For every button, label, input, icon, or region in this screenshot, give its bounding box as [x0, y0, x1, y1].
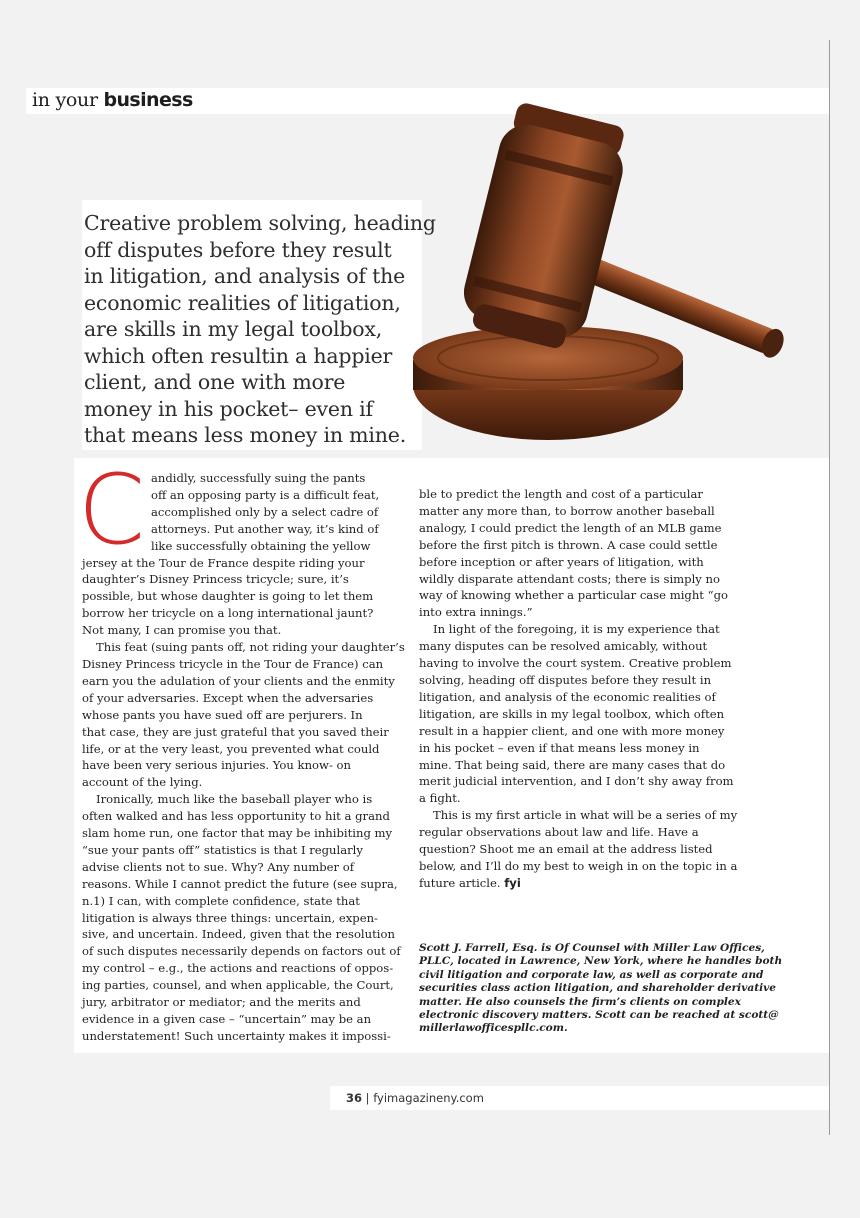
bio-line: securities class action litigation, and shareholder derivative [419, 982, 777, 995]
text-line: below, and I’ll do my best to weigh in on the topic in a [419, 858, 738, 873]
text-line: daughter’s Disney Princess tricycle; sure, it’s [82, 572, 349, 587]
text-line: jersey at the Tour de France despite riding your [82, 555, 365, 570]
text-line: ing parties, counsel, and when applicable, the Court, [82, 978, 394, 993]
text-line: question? Shoot me an email at the address listed [419, 842, 713, 857]
text-line: sive, and uncertain. Indeed, given that the resolution [82, 927, 395, 942]
text-line: life, or at the very least, you prevented what could [82, 741, 380, 756]
text-line: This feat (suing pants off, not riding your daughter’s [96, 640, 405, 655]
text-line: possible, but whose daughter is going to let them [82, 589, 374, 604]
bio-line: millerlawofficespllc.com. [419, 1022, 568, 1035]
text-line: Disney Princess tricycle in the Tour de France) can [82, 656, 384, 671]
bio-line: PLLC, located in Lawrence, New York, where he handles both [419, 955, 783, 968]
text-line: mine. That being said, there are many cases that do [419, 757, 726, 772]
text-line: into extra innings.” [419, 605, 533, 620]
bio-line: matter. He also counsels the firm’s clients on complex [419, 995, 741, 1008]
page-number: 36 [346, 1091, 363, 1105]
text-line: before the first pitch is thrown. A case could settle [419, 537, 718, 552]
text-line: solving, heading off disputes before they result in [419, 672, 712, 687]
text-line: regular observations about law and life. Have a [419, 825, 699, 840]
end-mark: fyi [504, 875, 521, 890]
text-line: In light of the foregoing, it is my experience that [433, 622, 720, 637]
drop-cap: C [78, 454, 146, 566]
text-line: a fight. [419, 791, 461, 806]
text-line: wildly disparate attendant costs; there is simply no [419, 571, 720, 586]
lead-line: attorneys. Put another way, it’s kind of [151, 521, 379, 536]
text-line: evidence in a given case – “uncertain” may be an [82, 1012, 372, 1026]
pull-quote-line: economic realities of litigation, [84, 290, 401, 315]
text-line: litigation is always three things: uncertain, expen- [82, 910, 378, 925]
lead-line: andidly, successfully suing the pants [151, 471, 366, 485]
lead-line: accomplished only by a select cadre of [151, 504, 379, 519]
text-line: of your adversaries. Except when the adversaries [82, 690, 374, 705]
pull-quote-line: Creative problem solving, heading [84, 211, 436, 235]
lead-line: like successfully obtaining the yellow [151, 538, 371, 553]
bio-line: electronic discovery matters. Scott can be reached at scott@ [419, 1009, 779, 1022]
text-line: before inception or after years of litigation, with [419, 554, 704, 569]
text-line: This is my first article in what will be a series of my [433, 808, 738, 823]
section-keyword: business [103, 89, 193, 111]
pull-quote-line: money in his pocket– even if [84, 396, 373, 421]
text-line: have been very serious injuries. You know- on [82, 758, 351, 773]
article-column-1 [82, 470, 405, 1045]
text-line: account of the lying. [82, 775, 203, 790]
text-line: whose pants you have sued off are perjurers. In [82, 707, 363, 722]
text-line: litigation, and analysis of the economic realities of [419, 689, 716, 704]
section-prefix: in your [32, 89, 104, 111]
text-line: “sue your pants off” statistics is that I regularly [82, 842, 363, 857]
page-footer [346, 1091, 484, 1105]
page-edge-line [829, 40, 830, 1135]
text-line: Not many, I can promise you that. [82, 623, 282, 638]
text-line: way of knowing whether a particular case might “go [419, 588, 728, 603]
article-column-2 [419, 486, 739, 892]
bio-line: Scott J. Farrell, Esq. is Of Counsel with Miller Law Offices, [419, 942, 765, 954]
text-line: my control – e.g., the actions and reactions of oppos- [82, 961, 394, 976]
text-line: result in a happier client, and one with more money [419, 723, 725, 738]
text-line: borrow her tricycle on a long international jaunt? [82, 606, 374, 621]
pull-quote-line: in litigation, and analysis of the [84, 264, 406, 288]
text-line: n.1) I can, with complete confidence, state that [82, 893, 360, 908]
text-line: that case, they are just grateful that you saved their [82, 724, 389, 739]
section-title [32, 88, 193, 112]
text-line: ble to predict the length and cost of a particular [419, 487, 703, 501]
text-line: merit judicial intervention, and I don’t shy away from [419, 774, 734, 789]
text-line: in his pocket – even if that means less money in [419, 740, 700, 755]
last-line-text: future article. [419, 875, 505, 890]
lead-line: off an opposing party is a difficult feat, [151, 487, 380, 502]
author-bio [419, 942, 783, 1036]
pull-quote-line: which often resultin a happier [84, 343, 393, 368]
footer-site: fyimagazineny.com [373, 1091, 484, 1105]
pull-quote-line: client, and one with more [84, 370, 346, 394]
text-line: Ironically, much like the baseball player who is [96, 792, 373, 807]
pull-quote-line: off disputes before they result [84, 237, 392, 262]
text-line: jury, arbitrator or mediator; and the merits and [82, 995, 361, 1010]
text-line: having to involve the court system. Creative problem [419, 656, 732, 671]
pull-quote [84, 210, 436, 449]
footer-separator: | [362, 1091, 374, 1105]
text-line: advise clients not to sue. Why? Any number of [82, 859, 355, 874]
text-line: understatement! Such uncertainty makes it impossi- [82, 1028, 391, 1043]
text-line-last [419, 875, 739, 892]
bio-line: civil litigation and corporate law, as well as corporate and [419, 968, 764, 981]
pull-quote-line: that means less money in mine. [84, 423, 407, 447]
text-line: of such disputes necessarily depends on factors out of [82, 944, 401, 959]
text-line: many disputes can be resolved amicably, without [419, 639, 708, 654]
text-line: litigation, are skills in my legal toolbox, which often [419, 706, 725, 721]
text-line: analogy, I could predict the length of an MLB game [419, 520, 722, 535]
pull-quote-line: are skills in my legal toolbox, [84, 317, 383, 341]
text-line: slam home run, one factor that may be inhibiting my [82, 826, 393, 841]
text-line: earn you the adulation of your clients and the enmity [82, 673, 395, 688]
text-line: matter any more than, to borrow another baseball [419, 503, 715, 518]
gavel-image [408, 100, 788, 450]
text-line: reasons. While I cannot predict the future (see supra, [82, 876, 398, 891]
text-line: often walked and has less opportunity to hit a grand [82, 809, 390, 824]
